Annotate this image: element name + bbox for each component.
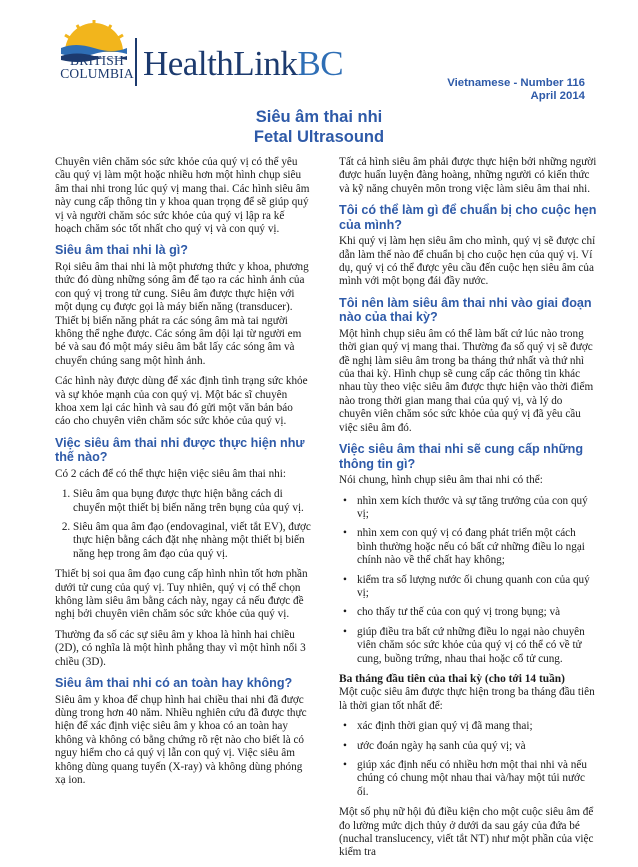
list-item-text: giúp xác định nếu có nhiều hơn một thai nhi và nếu chúng có chung một nhau thai và/hay một túi nước ối. [357, 759, 587, 798]
file-info [447, 77, 585, 102]
list-item-text: giúp điều tra bất cứ những điều lo ngại nào chuyên viên chăm sóc sức khỏe của quý vị có thể có về tử cung, buồng trứng, nhau thai hoặc cổ tử cung. [357, 625, 585, 665]
info-intro: Nói chung, hình chụp siêu âm thai nhi có thể: [339, 474, 543, 487]
first-trimester-paragraph: Một cuộc siêu âm được thực hiện trong ba tháng đầu tiên là thời gian tốt nhất để: [339, 686, 595, 712]
list-item: 1. Siêu âm qua bụng được thực hiện bằng cách di chuyển một thiết bị biến năng trên bụng của quý vị. [73, 488, 311, 515]
healthlinkbc-logo [143, 44, 343, 84]
bullet-icon: • [343, 527, 347, 540]
list-item [343, 759, 597, 799]
first-trimester-list [339, 720, 597, 799]
bullet-icon: • [343, 739, 347, 752]
logo-divider [135, 38, 137, 86]
list-item-text: ước đoán ngày hạ sanh của quý vị; và [357, 739, 526, 752]
bullet-icon: • [343, 606, 347, 619]
bullet-icon: • [343, 573, 347, 586]
prepare-paragraph: Khi quý vị làm hẹn siêu âm cho mình, quý vị sẽ được chỉ dẫn làm thế nào để chuẩn bị cho cuộc hẹn của quý vị. Ví dụ, quý vị có thể được yêu cầu đến cuộc hẹn siêu âm của mình với một bọng đái đầy nước. [339, 235, 596, 288]
page-header [0, 0, 638, 100]
final-paragraph: Một số phụ nữ hội đủ điều kiện cho một cuộc siêu âm để đo lường mức dịch thủy ở dưới da sau gáy của đứa bé (nuchal translucency, viết tắt NT) như một phần của việc kiểm tra [339, 806, 594, 859]
when-paragraph: Một hình chụp siêu âm có thể làm bất cứ lúc nào trong thời gian quý vị mang thai. Thường đa số quý vị sẽ được đề nghị làm siêu âm trong ba tháng thứ nhất và thứ nhì của thai kỳ. Hình chụp sẽ cung cấp các thông tin khác nhau tùy theo việc siêu âm được thực hiện vào thời điểm nào trong thời gian mang thai của quý vị, và lý do chuyên viên chăm sóc sức khỏe của quý vị đã yêu cầu việc siêu âm đó. [339, 327, 594, 434]
list-item [343, 739, 597, 753]
what-paragraph-2: Các hình này được dùng để xác định tình trạng sức khỏe và sự khỏe mạnh của con quý vị. Một bác sĩ chuyên khoa xem lại các hình và sau đó gửi một văn bản báo cáo cho chuyên viên chăm sóc sức khỏe của quý vị. [55, 375, 308, 428]
list-item [343, 494, 597, 522]
bullet-icon: • [343, 625, 347, 638]
left-column [55, 156, 311, 794]
heading-info: Việc siêu âm thai nhi sẽ cung cấp những thông tin gì? [339, 442, 584, 471]
list-item [343, 720, 597, 733]
list-item: 2. Siêu âm qua âm đạo (endovaginal, viết tắt EV), được thực hiện bằng cách đặt nhẹ nhàng một thiết bị biến năng hẹp trong âm đạo của quý vị. [73, 521, 311, 561]
title-vietnamese: Siêu âm thai nhi [255, 108, 383, 126]
bc-logo-line1: BRITISH [70, 53, 124, 68]
brand-suffix: BC [297, 44, 344, 83]
bc-logo-text [52, 54, 142, 80]
intro-paragraph: Chuyên viên chăm sóc sức khỏe của quý vị có thể yêu cầu quý vị làm một hoặc nhiều hơn một hình chụp siêu âm thai nhi trong lúc quý vị mang thai. Các hình siêu âm này cung cấp thông tin y khoa quan trọng để sẽ giúp quý vị và người chăm sóc sức khỏe của quý vị lập ra kế hoạch chăm sóc tốt nhất cho quý vị và con quý vị. [55, 156, 310, 236]
what-paragraph-1: Rọi siêu âm thai nhi là một phương thức y khoa, phương thức đó dùng những sóng âm để tạo ra các hình ảnh của con quý vị trong tử cung. Siêu âm được thực hiện với một dụng cụ được gọi là máy biến năng (transducer). Thiết bị biến năng phát ra các sóng âm mà tai người không thể nghe được. Các sóng âm dội lại từ người em bé và sau đó một máy siêu âm bắt lấy các sóng âm và chuyển chúng sang một hình ảnh. [55, 260, 309, 367]
bullet-icon: • [343, 759, 347, 771]
info-list [339, 495, 597, 666]
heading-what: Siêu âm thai nhi là gì? [55, 243, 188, 258]
bullet-icon: • [343, 494, 347, 507]
brand-main: HealthLink [143, 44, 298, 83]
bc-logo-line2: COLUMBIA [60, 66, 134, 81]
right-intro: Tất cả hình siêu âm phải được thực hiện bởi những người được huấn luyện đàng hoàng, những người có kiến thức và kỹ năng chuyên môn trong việc làm siêu âm thai nhi. [339, 156, 597, 195]
heading-prepare: Tôi có thể làm gì để chuẩn bị cho cuộc hẹn của mình? [339, 203, 597, 232]
list-item-text: cho thấy tư thế của con quý vị trong bụng; và [357, 606, 561, 619]
list-item [343, 625, 597, 666]
list-item [343, 606, 597, 619]
publish-date: April 2014 [530, 89, 585, 102]
page-title [0, 108, 638, 148]
list-item-text: kiểm tra số lượng nước ối chung quanh con của quý vị; [357, 573, 590, 599]
heading-how: Việc siêu âm thai nhi được thực hiện như thế nào? [55, 435, 305, 465]
bullet-icon: • [343, 720, 347, 733]
list-item-text: xác định thời gian quý vị đã mang thai; [357, 720, 533, 733]
list-item [343, 573, 597, 601]
heading-when: Tôi nên làm siêu âm thai nhi vào giai đoạn nào của thai kỳ? [339, 295, 592, 325]
how-intro: Có 2 cách để có thể thực hiện việc siêu âm thai nhi: [55, 467, 286, 480]
title-english: Fetal Ultrasound [253, 128, 385, 146]
list-item-text: nhìn xem kích thước và sự tăng trưởng của con quý vị; [357, 494, 588, 520]
how-paragraph-2: Thiết bị soi qua âm đạo cung cấp hình nhìn tốt hơn phần dưới tử cung của quý vị. Tuy nhiên, quý vị có thể chọn không làm siêu âm bằng cách này, ngay cả nếu được đề nghị bởi chuyên viên chăm sóc sức khỏe của quý vị. [55, 568, 308, 621]
heading-safe: Siêu âm thai nhi có an toàn hay không? [55, 676, 293, 691]
how-list [55, 488, 311, 561]
list-item-text: nhìn xem con quý vị có đang phát triển một cách bình thường hoặc nếu có bất cứ những điều lo ngại chính nào về thể chất hay không; [357, 527, 585, 567]
right-column [339, 156, 597, 867]
heading-first-trimester: Ba tháng đầu tiên của thai kỳ (cho tới 14 tuần) [339, 672, 565, 685]
list-item [343, 527, 597, 567]
how-paragraph-3: Thường đa số các sự siêu âm y khoa là hình hai chiều (2D), có nghĩa là một hình phẳng thay vì một hình nổi 3 chiều (3D). [55, 628, 306, 668]
safe-paragraph: Siêu âm y khoa để chụp hình hai chiều thai nhi đã được dùng trong hơn 40 năm. Nhiều nghiên cứu đã được thực hiện để xác định việc siêu âm y khoa có an toàn hay không và không có bằng chứng rõ rệt nào cho biết là có nguy hiểm cho cả quý vị lẫn con quý vị. Việc siêu âm không dùng quang tuyến (X-ray) và không dùng phóng xạ ion. [55, 693, 307, 787]
language-number: Vietnamese - Number 116 [447, 77, 585, 89]
